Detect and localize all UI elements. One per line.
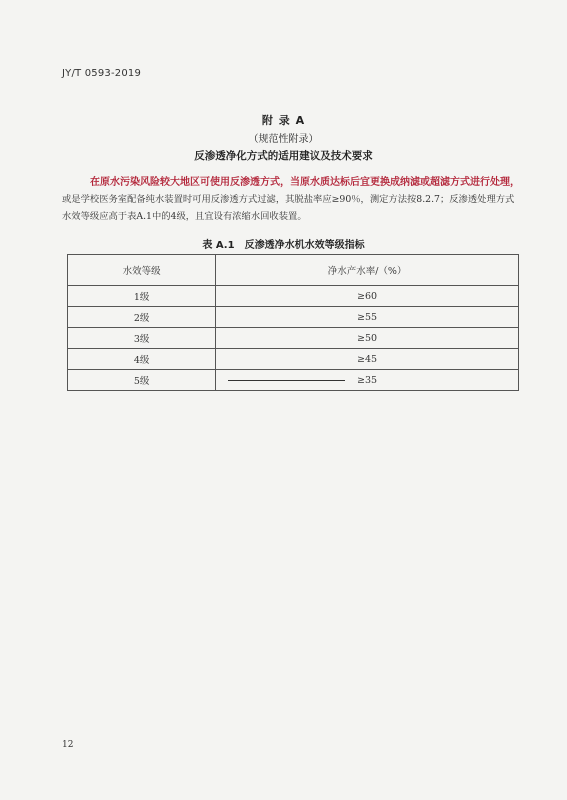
rate-cell: ≥55 xyxy=(216,307,519,328)
rate-cell: ≥50 xyxy=(216,328,519,349)
standard-code: JY/T 0593-2019 xyxy=(62,68,142,79)
highlighted-text: 在原水污染风险较大地区可使用反渗透方式，当原水质达标后宜更换成纳滤或超滤方式进行处理， xyxy=(90,177,520,188)
paragraph-text: 或是学校医务室配备纯水装置时可用反渗透方式过滤，其脱盐率应≥90％，测定方法按8.2.7；反渗透处理方式水效等级应高于表A.1中的4级，且宜设有浓缩水回收装置。 xyxy=(62,194,515,222)
body-paragraph xyxy=(62,174,522,225)
table-caption: 表 A.1 反渗透净水机水效等级指标 xyxy=(202,240,365,251)
rate-cell: ≥45 xyxy=(216,349,519,370)
efficiency-table xyxy=(67,254,519,391)
grade-cell: 2级 xyxy=(68,307,216,328)
grade-cell: 3级 xyxy=(68,328,216,349)
grade-cell: 4级 xyxy=(68,349,216,370)
grade-cell: 1级 xyxy=(68,286,216,307)
table-row xyxy=(68,349,519,370)
page-number: 12 xyxy=(62,740,74,750)
grade-cell: 5级 xyxy=(68,370,216,391)
header-rate: 净水产水率/（%） xyxy=(216,255,519,286)
end-rule xyxy=(228,380,345,381)
table-header-row xyxy=(68,255,519,286)
table-row xyxy=(68,307,519,328)
annex-title: 附 录 A xyxy=(261,114,306,127)
rate-cell: ≥35 xyxy=(216,370,519,391)
table-row xyxy=(68,328,519,349)
annex-subtitle: （规范性附录） xyxy=(248,134,319,145)
rate-cell: ≥60 xyxy=(216,286,519,307)
annex-heading: 反渗透净化方式的适用建议及技术要求 xyxy=(194,150,373,162)
header-grade: 水效等级 xyxy=(68,255,216,286)
table-row xyxy=(68,286,519,307)
